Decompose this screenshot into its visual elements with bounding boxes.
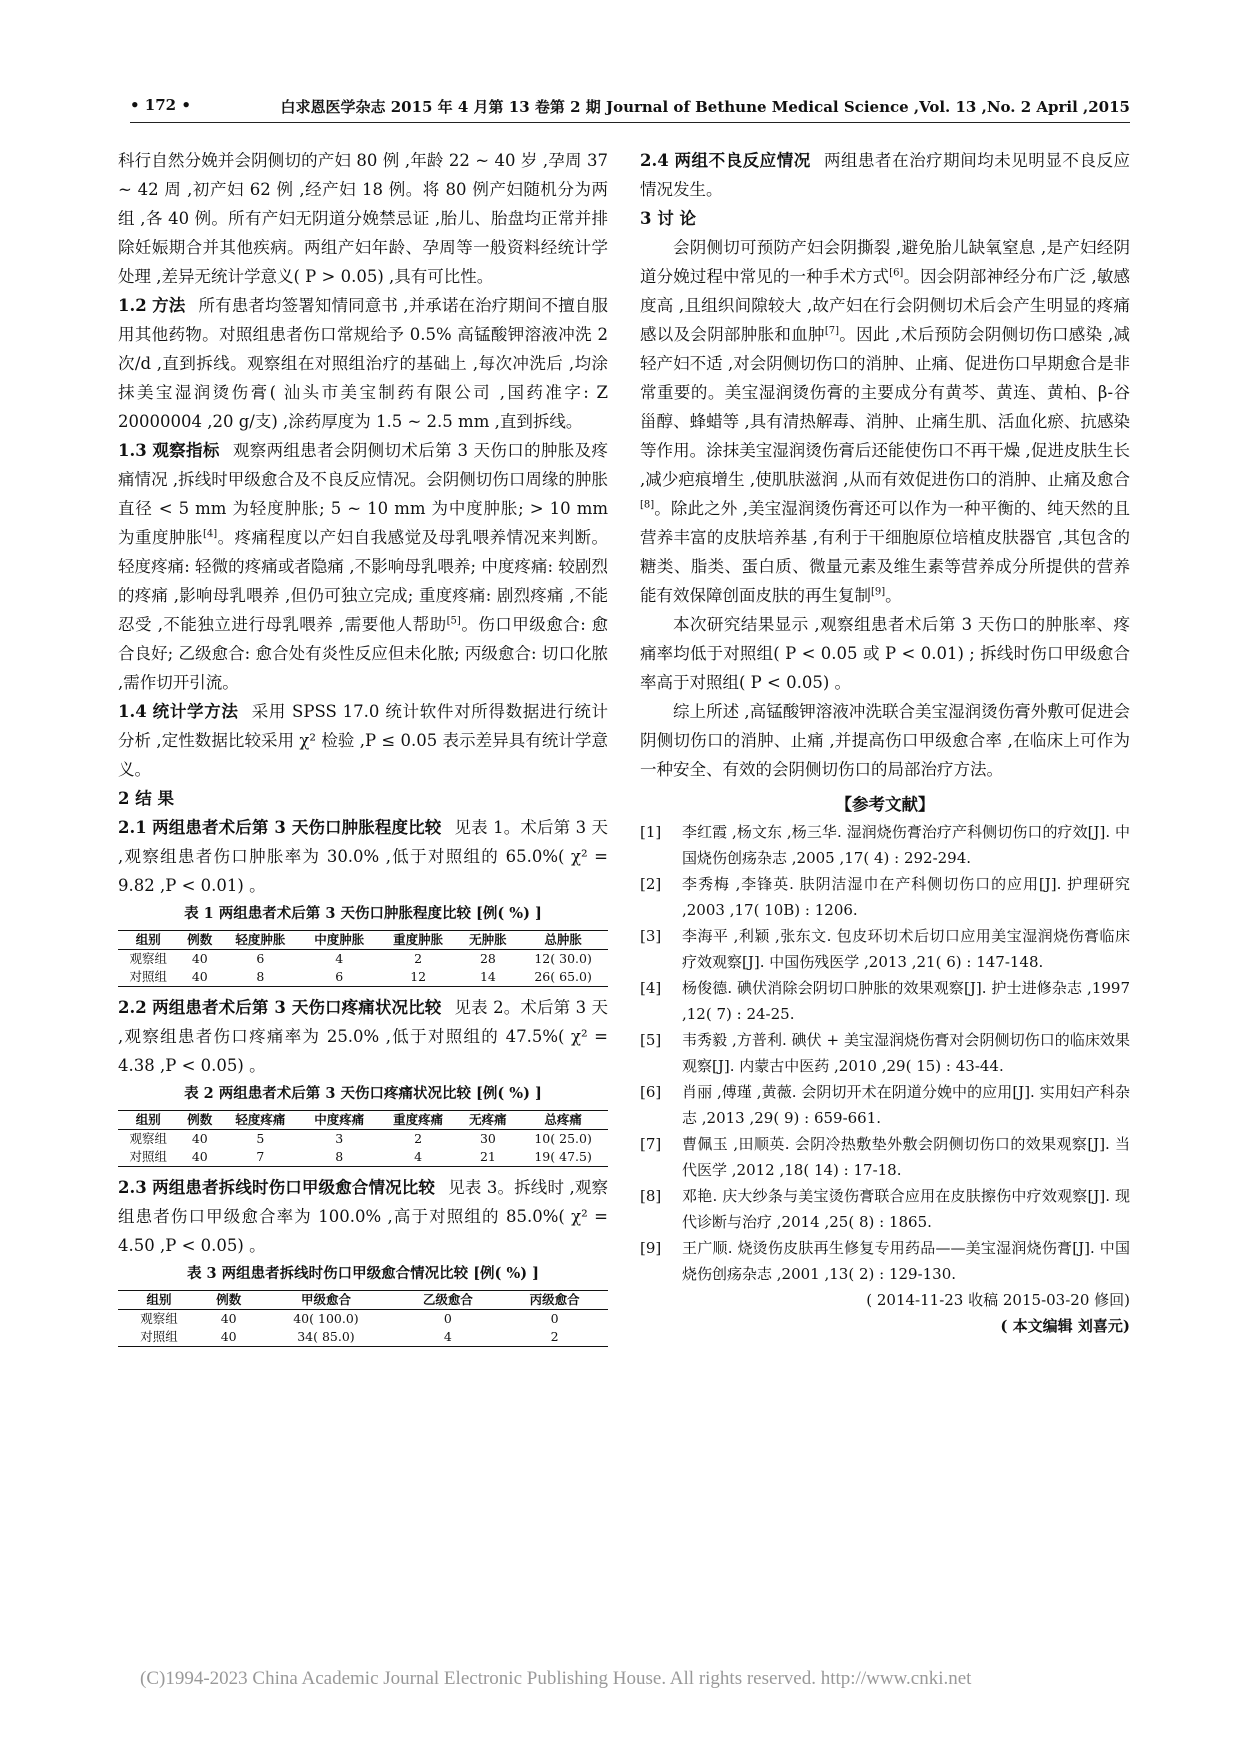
reference-text: 韦秀毅 ,方普利. 碘伏 + 美宝湿润烧伤膏对会阴侧切伤口的临床效果观察[J]. 内蒙古中医药 ,2010 ,29( 15) : 43-44.	[682, 1031, 1130, 1075]
table-cell: 30	[479, 1131, 496, 1146]
right-column	[640, 146, 1130, 1339]
section-title: 两组患者术后第 3 天伤口肿胀程度比较	[152, 818, 442, 837]
table-cell: 40( 100.0)	[293, 1311, 359, 1326]
citation: [4]	[202, 528, 218, 540]
reference-number: [9]	[640, 1239, 662, 1257]
reference-item	[640, 1027, 1130, 1079]
reference-item	[640, 871, 1130, 923]
table-row	[118, 950, 608, 969]
section-1-4: 1.4 统计学方法 采用 SPSS 17.0 统计软件对所得数据进行统计分析 ,定性数据比较采用 χ² 检验 ,P ≤ 0.05 表示差异具有统计学意义。	[118, 702, 609, 779]
heading-discussion: 3 讨 论	[640, 209, 696, 228]
table-cell: 观察组	[129, 1131, 168, 1146]
reference-text: 李秀梅 ,李锋英. 肤阴洁湿巾在产科侧切伤口的应用[J]. 护理研究 ,2003 ,17( 10B) : 1206.	[682, 875, 1130, 919]
table-cell: 对照组	[118, 1328, 200, 1347]
table-row	[118, 968, 608, 987]
table-header-cell: 中度肿胀	[300, 931, 379, 950]
discussion-paragraph-3: 综上所述 ,高锰酸钾溶液冲洗联合美宝湿润烫伤膏外敷可促进会阴侧切伤口的消肿、止痛 ,并提高伤口甲级愈合率 ,在临床上可作为一种安全、有效的会阴侧切伤口的局部治疗方法。	[640, 702, 1130, 779]
table-cell: 4	[335, 951, 344, 966]
table-header-cell: 总肿胀	[518, 931, 608, 950]
table-header-cell: 轻度肿胀	[221, 931, 300, 950]
table-header-cell: 轻度疼痛	[221, 1111, 300, 1130]
table-header-cell: 组别	[118, 1291, 200, 1310]
table-cell: 6	[256, 951, 265, 966]
citation: [6]	[889, 267, 904, 279]
table-header-cell: 例数	[200, 1291, 257, 1310]
table-cell: 6	[300, 968, 379, 987]
journal-citation-line: 白求恩医学杂志 2015 年 4 月第 13 卷第 2 期 Journal of Bethune Medical Science ,Vol. 13 ,No. 2 April ,2015	[280, 98, 1130, 116]
reference-item	[640, 1131, 1130, 1183]
reference-text: 杨俊德. 碘伏消除会阴切口肿胀的效果观察[J]. 护士进修杂志 ,1997 ,12( 7) : 24-25.	[682, 979, 1130, 1023]
table-3	[118, 1290, 608, 1347]
section-title: 两组患者拆线时伤口甲级愈合情况比较	[152, 1178, 436, 1197]
table-header-cell: 中度疼痛	[300, 1111, 379, 1130]
table-cell: 5	[256, 1131, 265, 1146]
table-3-caption: 表 3 两组患者拆线时伤口甲级愈合情况比较 [例( %) ]	[186, 1265, 540, 1282]
table-cell: 34( 85.0)	[257, 1328, 394, 1347]
table-cell: 40	[220, 1311, 237, 1326]
table-cell: 40	[191, 1131, 208, 1146]
table-header-cell: 甲级愈合	[257, 1291, 394, 1310]
reference-number: [8]	[640, 1187, 662, 1205]
reference-item	[640, 1079, 1130, 1131]
table-cell: 40	[191, 951, 208, 966]
table-cell: 7	[221, 1148, 300, 1167]
table-cell: 0	[550, 1311, 559, 1326]
reference-number: [6]	[640, 1083, 662, 1101]
table-row	[118, 1310, 608, 1329]
section-1-2: 1.2 方法 所有患者均签署知情同意书 ,并承诺在治疗期间不擅自服用其他药物。对照组患者伤口常规给予 0.5% 高锰酸钾溶液冲洗 2 次/d ,直到拆线。观察组在对照组治疗的基础上 ,每次冲洗后 ,均涂抹美宝湿润烫伤膏( 汕头市美宝制药有限公司 ,国药准字: Z 20000004 ,20 g/支) ,涂药厚度为 1.5 ~ 2.5 mm ,直到拆线。	[118, 296, 609, 431]
table-cell: 对照组	[118, 968, 179, 987]
table-cell: 观察组	[129, 951, 168, 966]
reference-item	[640, 819, 1130, 871]
reference-item	[640, 923, 1130, 975]
discussion-paragraph-1: 会阴侧切可预防产妇会阴撕裂 ,避免胎儿缺氧窒息 ,是产妇经阴道分娩过程中常见的一种手术方式[6]。因会阴部神经分布广泛 ,敏感度高 ,且组织间隙较大 ,故产妇在行会阴侧切术后会产生明显的疼痛感以及会阴部肿胀和血肿[7]。因此 ,术后预防会阴侧切伤口感染 ,减轻产妇不适 ,对会阴侧切伤口的消肿、止痛、促进伤口早期愈合是非常重要的。美宝湿润烫伤膏的主要成分有黄芩、黄连、黄柏、β-谷甾醇、蜂蜡等 ,具有清热解毒、消肿、止痛生肌、活血化瘀、抗感染等作用。涂抹美宝湿润烫伤膏后还能使伤口不再干燥 ,促进皮肤生长 ,减少疤痕增生 ,使肌肤滋润 ,从而有效促进伤口的消肿、止痛及愈合[8]。除此之外 ,美宝湿润烫伤膏还可以作为一种平衡的、纯天然的且营养丰富的皮肤培养基 ,有利于干细胞原位培植皮肤器官 ,其包含的糖类、脂类、蛋白质、微量元素及维生素等营养成分所提供的营养能有效保障创面皮肤的再生复制[9]。	[640, 238, 1131, 605]
received-revised-dates: ( 2014-11-23 收稿 2015-03-20 修回)	[866, 1291, 1130, 1309]
reference-text: 肖丽 ,傅瑾 ,黄薇. 会阴切开术在阴道分娩中的应用[J]. 实用妇产科杂志 ,2013 ,29( 9) : 659-661.	[682, 1083, 1130, 1127]
section-2-2: 2.2 两组患者术后第 3 天伤口疼痛状况比较 见表 2。术后第 3 天 ,观察组患者伤口疼痛率为 25.0% ,低于对照组的 47.5%( χ² = 4.38 ,P < 0.05) 。	[118, 998, 608, 1075]
table-row	[118, 1148, 608, 1167]
reference-number: [7]	[640, 1135, 662, 1153]
reference-number: [4]	[640, 979, 662, 997]
citation: [8]	[640, 499, 655, 511]
reference-text: 李海平 ,利颖 ,张东文. 包皮环切术后切口应用美宝湿润烧伤膏临床疗效观察[J]. 中国伤残医学 ,2013 ,21( 6) : 147-148.	[682, 927, 1130, 971]
table-cell: 12	[379, 968, 458, 987]
discussion-paragraph-2: 本次研究结果显示 ,观察组患者术后第 3 天伤口的肿胀率、疼痛率均低于对照组( P < 0.05 或 P < 0.01) ; 拆线时伤口甲级愈合率高于对照组( P < 0.05) 。	[640, 615, 1130, 692]
table-cell: 21	[458, 1148, 519, 1167]
section-title: 统计学方法	[152, 702, 239, 721]
table-1-caption: 表 1 两组患者术后第 3 天伤口肿胀程度比较 [例( %) ]	[184, 905, 542, 922]
table-cell: 28	[479, 951, 496, 966]
table-cell: 对照组	[118, 1148, 179, 1167]
table-header-cell: 重度肿胀	[379, 931, 458, 950]
table-cell: 4	[395, 1328, 502, 1347]
table-cell: 8	[221, 968, 300, 987]
section-title: 方法	[152, 296, 186, 315]
reference-text: 李红霞 ,杨文东 ,杨三华. 湿润烧伤膏治疗产科侧切伤口的疗效[J]. 中国烧伤创疡杂志 ,2005 ,17( 4) : 292-294.	[682, 823, 1130, 867]
reference-number: [1]	[640, 823, 662, 841]
table-cell: 2	[501, 1328, 608, 1347]
table-cell: 2	[414, 951, 423, 966]
reference-number: [2]	[640, 875, 662, 893]
table-2	[118, 1110, 608, 1167]
reference-number: [5]	[640, 1031, 662, 1049]
table-cell: 3	[335, 1131, 344, 1146]
citation: [7]	[824, 325, 839, 337]
reference-number: [3]	[640, 927, 662, 945]
table-cell: 40	[179, 1148, 221, 1167]
intro-paragraph: 科行自然分娩并会阴侧切的产妇 80 例 ,年龄 22 ~ 40 岁 ,孕周 37 ~ 42 周 ,初产妇 62 例 ,经产妇 18 例。将 80 例产妇随机分为两组 ,各 40 例。所有产妇无阴道分娩禁忌证 ,胎儿、胎盘均正常并排除妊娠期合并其他疾病。两组产妇年龄、孕周等一般资料经统计学处理 ,差异无统计学意义( P > 0.05) ,具有可比性。	[118, 151, 608, 286]
section-title: 观察指标	[152, 441, 220, 460]
copyright-footer: (C)1994-2023 China Academic Journal Electronic Publishing House. All rights reserved. http://www.cnki.net	[140, 1668, 972, 1689]
table-cell: 40	[179, 968, 221, 987]
table-cell: 2	[414, 1131, 423, 1146]
reference-item	[640, 1183, 1130, 1235]
heading-results: 2 结 果	[118, 789, 174, 808]
reference-list	[640, 819, 1130, 1287]
table-cell: 12( 30.0)	[534, 951, 592, 966]
table-cell: 0	[443, 1311, 452, 1326]
running-header	[130, 96, 1130, 123]
table-row	[118, 1130, 608, 1149]
table-cell: 8	[300, 1148, 379, 1167]
section-2-1: 2.1 两组患者术后第 3 天伤口肿胀程度比较 见表 1。术后第 3 天 ,观察组患者伤口肿胀率为 30.0% ,低于对照组的 65.0%( χ² = 9.82 ,P < 0.01) 。	[118, 818, 608, 895]
reference-item	[640, 975, 1130, 1027]
section-2-3: 2.3 两组患者拆线时伤口甲级愈合情况比较 见表 3。拆线时 ,观察组患者伤口甲级愈合率为 100.0% ,高于对照组的 85.0%( χ² = 4.50 ,P < 0.05) 。	[118, 1178, 609, 1255]
reference-item	[640, 1235, 1130, 1287]
table-header-cell: 例数	[179, 931, 221, 950]
table-cell: 10( 25.0)	[534, 1131, 592, 1146]
table-cell: 4	[379, 1148, 458, 1167]
editor-credit: ( 本文编辑 刘喜元)	[1000, 1317, 1130, 1335]
references-heading: 【参考文献】	[835, 795, 935, 814]
table-header-cell: 组别	[118, 1111, 179, 1130]
section-2-4: 2.4 两组不良反应情况 两组患者在治疗期间均未见明显不良反应情况发生。	[640, 151, 1131, 199]
reference-text: 邓艳. 庆大纱条与美宝烫伤膏联合应用在皮肤擦伤中疗效观察[J]. 现代诊断与治疗 ,2014 ,25( 8) : 1865.	[682, 1187, 1130, 1231]
table-header-cell: 丙级愈合	[501, 1291, 608, 1310]
table-row	[118, 1328, 608, 1347]
reference-text: 曹佩玉 ,田顺英. 会阴冷热敷垫外敷会阴侧切伤口的效果观察[J]. 当代医学 ,2012 ,18( 14) : 17-18.	[682, 1135, 1130, 1179]
citation: [9]	[871, 586, 886, 598]
table-header-cell: 总疼痛	[518, 1111, 608, 1130]
section-title: 两组患者术后第 3 天伤口疼痛状况比较	[152, 998, 442, 1017]
table-header-cell: 组别	[118, 931, 179, 950]
table-1	[118, 930, 608, 987]
table-cell: 19( 47.5)	[518, 1148, 608, 1167]
table-cell: 40	[200, 1328, 257, 1347]
table-header-cell: 乙级愈合	[395, 1291, 502, 1310]
section-1-3: 1.3 观察指标 观察两组患者会阴侧切术后第 3 天伤口的肿胀及疼痛情况 ,拆线时甲级愈合及不良反应情况。会阴侧切伤口周缘的肿胀直径 < 5 mm 为轻度肿胀; 5 ~ 10 mm 为中度肿胀; > 10 mm 为重度肿胀[4]。疼痛程度以产妇自我感觉及母乳喂养情况来判断。轻度疼痛: 轻微的疼痛或者隐痛 ,不影响母乳喂养; 中度疼痛: 较剧烈的疼痛 ,影响母乳喂养 ,但仍可独立完成; 重度疼痛: 剧烈疼痛 ,不能忍受 ,不能独立进行母乳喂养 ,需要他人帮助[5]。伤口甲级愈合: 愈合良好; 乙级愈合: 愈合处有炎性反应但未化脓; 丙级愈合: 切口化脓 ,需作切开引流。	[118, 441, 609, 692]
table-header-cell: 重度疼痛	[379, 1111, 458, 1130]
table-header-cell: 例数	[179, 1111, 221, 1130]
table-cell: 观察组	[140, 1311, 178, 1326]
table-header-cell: 无疼痛	[458, 1111, 519, 1130]
reference-text: 王广顺. 烧烫伤皮肤再生修复专用药品——美宝湿润烧伤膏[J]. 中国烧伤创疡杂志 ,2001 ,13( 2) : 129-130.	[682, 1239, 1130, 1283]
section-title: 两组不良反应情况	[674, 151, 811, 170]
table-cell: 26( 65.0)	[518, 968, 608, 987]
table-2-caption: 表 2 两组患者术后第 3 天伤口疼痛状况比较 [例( %) ]	[184, 1085, 542, 1102]
citation: [5]	[446, 615, 461, 627]
left-column	[118, 146, 608, 1353]
page-number: • 172 •	[130, 96, 191, 114]
table-cell: 14	[458, 968, 519, 987]
table-header-cell: 无肿胀	[458, 931, 519, 950]
